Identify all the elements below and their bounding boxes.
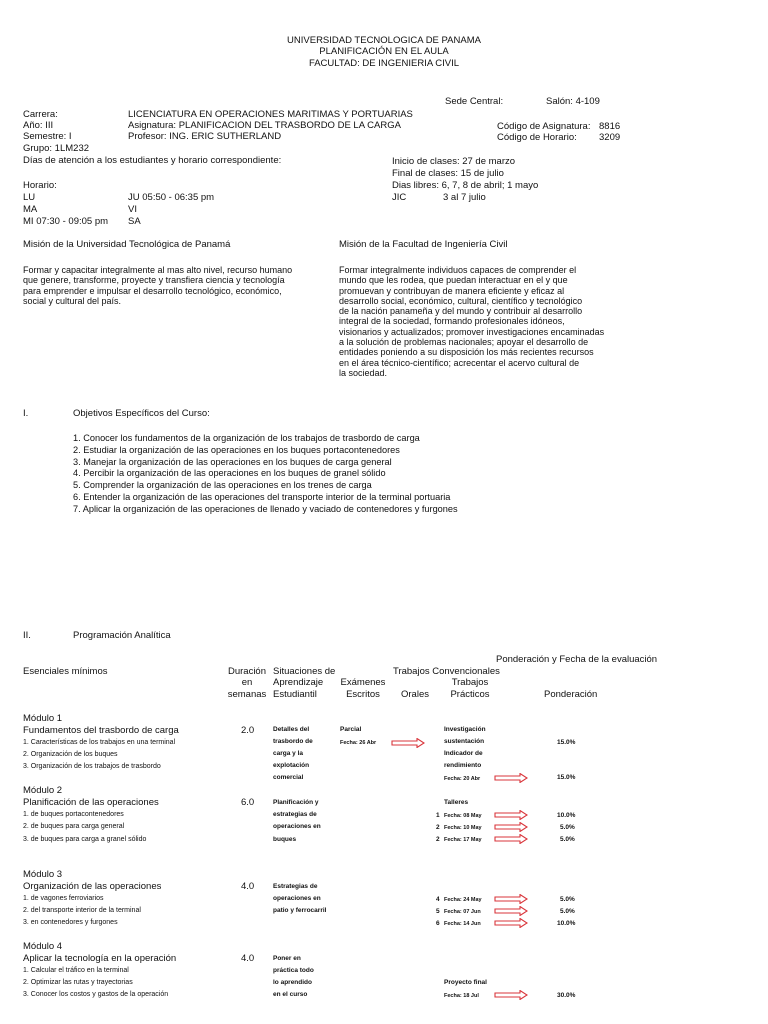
modulo-1-weeks: 2.0 — [241, 725, 255, 736]
col-examenes-2: Escritos — [346, 689, 380, 700]
modulo-3-row-number: 4 — [436, 896, 440, 903]
codigo-asignatura-label: Código de Asignatura: — [497, 121, 591, 132]
mision-fic-line: en el área técnico-científico; acrecentar el acervo cultural de — [339, 357, 580, 368]
modulo-4-situacion: Poner en — [273, 955, 301, 962]
section-number-ii: II. — [23, 630, 31, 641]
col-situaciones-3: Estudiantil — [273, 689, 317, 700]
arrow-right-icon — [391, 738, 425, 748]
anio-label: Año: III — [23, 120, 54, 131]
inicio-clases: Inicio de clases: 27 de marzo — [392, 156, 516, 167]
jic-label: JIC — [392, 192, 407, 203]
objetivo-item: 5. Comprender la organización de las operaciones en los trenes de carga — [73, 480, 372, 491]
modulo-1-situacion: trasbordo de — [273, 738, 313, 745]
mision-utp-title: Misión de la Universidad Tecnológica de Panamá — [23, 239, 231, 250]
modulo-2-row-pond: 5.0% — [560, 836, 575, 843]
mision-utp-line: que genere, transforme, proyecte y transfiera ciencia y tecnología — [23, 275, 285, 286]
arrow-right-icon — [494, 906, 528, 916]
horario-label: Horario: — [23, 180, 57, 191]
col-duracion-1: Duración — [227, 666, 267, 677]
modulo-3-row-fecha: Fecha: 07 Jun — [444, 909, 481, 915]
arrow-right-icon — [494, 990, 528, 1000]
col-duracion-3: semanas — [227, 689, 267, 700]
modulo-3-row-pond: 10.0% — [557, 920, 576, 927]
col-duracion-2: en — [241, 677, 253, 688]
horario-vi: VI — [128, 204, 137, 215]
modulo-4-title: Módulo 4 — [23, 941, 63, 952]
dias-libres: Dias libres: 6, 7, 8 de abril; 1 mayo — [392, 180, 539, 191]
horario-sa: SA — [128, 216, 141, 227]
col-situaciones-2: Aprendizaje — [273, 677, 324, 688]
modulo-3-item: 1. de vagones ferroviarios — [23, 895, 104, 902]
mision-fic-title: Misión de la Facultad de Ingeniería Civil — [339, 239, 508, 250]
modulo-1-subtitle: Fundamentos del trasbordo de carga — [23, 725, 179, 736]
col-orales: Orales — [401, 689, 429, 700]
objetivos-list — [73, 433, 458, 516]
modulo-4-situacion: lo aprendido — [273, 979, 312, 986]
modulo-4-subtitle: Aplicar la tecnología en la operación — [23, 953, 177, 964]
modulo-3-row-number: 6 — [436, 920, 440, 927]
carrera-label: Carrera: — [23, 109, 58, 120]
modulo-2-subtitle: Planificación de las operaciones — [23, 797, 159, 808]
modulo-4-item: 1. Calcular el tráfico en la terminal — [23, 967, 129, 974]
modulo-3-situacion: patio y ferrocarril — [273, 907, 327, 914]
horario-ma: MA — [23, 204, 38, 215]
horario-mi: MI 07:30 - 09:05 pm — [23, 216, 109, 227]
modulo-1-practico-fecha: Fecha: 20 Abr — [444, 776, 481, 782]
programacion-title: Programación Analítica — [73, 630, 171, 641]
arrow-right-icon — [494, 773, 528, 783]
modulo-1-pond-examen: 15.0% — [557, 739, 576, 746]
modulo-4-practico-fecha: Fecha: 18 Jul — [444, 993, 479, 999]
modulo-2-item: 3. de buques para carga a granel sólido — [23, 836, 147, 843]
col-situaciones-1: Situaciones de — [273, 666, 336, 677]
modulo-2-row-number: 1 — [436, 812, 440, 819]
modulo-3-row-fecha: Fecha: 24 May — [444, 897, 482, 903]
horario-ju: JU 05:50 - 06:35 pm — [128, 192, 215, 203]
modulo-1-practico: Indicador de — [444, 750, 483, 757]
mision-utp-line: Formar y capacitar integralmente al mas alto nivel, recurso humano — [23, 265, 293, 275]
mision-utp-line: social y cultural del país. — [23, 295, 122, 306]
modulo-2-row-fecha: Fecha: 10 May — [444, 825, 482, 831]
modulo-1-item: 1. Características de los trabajos en una terminal — [23, 739, 176, 746]
modulo-4-pond: 30.0% — [557, 992, 576, 999]
dias-atencion-label: Días de atención a los estudiantes y horario correspondiente: — [23, 155, 282, 166]
modulo-1-practico: rendimiento — [444, 762, 482, 769]
modulo-2-situacion: buques — [273, 836, 297, 843]
modulo-1-title: Módulo 1 — [23, 713, 63, 724]
objetivo-item: 7. Aplicar la organización de las operaciones de llenado y vaciado de contenedores y furgones — [73, 503, 458, 514]
arrow-right-icon — [494, 918, 528, 928]
modulo-2-item: 1. de buques portacontenedores — [23, 811, 124, 818]
modulo-2-title: Módulo 2 — [23, 785, 63, 796]
profesor-label: Profesor: ING. ERIC SUTHERLAND — [128, 131, 282, 142]
col-trabajos-convencionales: Trabajos Convencionales — [393, 666, 500, 677]
arrow-right-icon — [494, 834, 528, 844]
modulo-4-situacion: en el curso — [273, 991, 308, 998]
modulo-3-situacion: operaciones en — [273, 895, 321, 902]
mision-fic-line: entidades poniendo a su disposición los más recientes recursos — [339, 347, 594, 358]
codigo-horario-value: 3209 — [599, 132, 621, 143]
modulo-3-row-number: 5 — [436, 908, 440, 915]
modulo-2-row-pond: 5.0% — [560, 824, 575, 831]
col-trabajos-1: Trabajos — [451, 677, 489, 688]
grupo-label: Grupo: 1LM232 — [23, 143, 90, 154]
modulo-1-examen: Parcial — [340, 726, 362, 733]
modulo-2-weeks: 6.0 — [241, 797, 255, 808]
modulo-1-situacion: comercial — [273, 774, 304, 781]
modulo-2-item: 2. de buques para carga general — [23, 823, 125, 830]
modulo-2-row-fecha: Fecha: 08 May — [444, 813, 482, 819]
mision-utp-line: para emprender e impulsar el desarrollo tecnológico, económico, — [23, 285, 282, 296]
modulo-3-situacion: Estrategias de — [273, 883, 318, 890]
codigo-horario-label: Código de Horario: — [497, 132, 577, 143]
modulo-1-situacion: Detalles del — [273, 726, 310, 733]
col-ponderacion: Ponderación — [544, 689, 598, 700]
modulo-3-title: Módulo 3 — [23, 869, 63, 880]
modulo-1-situacion: carga y la — [273, 750, 303, 757]
mision-fic-line: Formar integralmente individuos capaces de comprender el — [339, 265, 577, 275]
modulo-1-item: 3. Organización de los trabajos de trasbordo — [23, 763, 161, 770]
objetivo-item: 2. Estudiar la organización de las operaciones en los buques portacontenedores — [73, 444, 400, 455]
modulo-1-item: 2. Organización de los buques — [23, 751, 118, 758]
modulo-1-practico: sustentación — [444, 738, 485, 745]
asignatura-label: Asignatura: PLANIFICACION DEL TRASBORDO DE LA CARGA — [128, 120, 401, 131]
objetivo-item: 1. Conocer los fundamentos de la organización de los trabajos de trasbordo de carga — [73, 433, 420, 443]
mision-fic-line: mundo que les rodea, que puedan interactuar en el y que — [339, 275, 568, 286]
modulo-3-row-fecha: Fecha: 14 Jun — [444, 921, 481, 927]
semestre-label: Semestre: I — [23, 131, 72, 142]
modulo-1-examen-fecha: Fecha: 26 Abr — [340, 740, 377, 746]
objetivos-title: Objetivos Específicos del Curso: — [73, 408, 210, 419]
mision-fic-line: de la nación panameña y del mundo y contribuir al desarrollo — [339, 306, 583, 317]
objetivo-item: 3. Manejar la organización de las operaciones en los buques de carga general — [73, 456, 392, 467]
modulo-1-pond-practico: 15.0% — [557, 774, 576, 781]
modulo-4-item: 3. Conocer los costos y gastos de la operación — [23, 991, 169, 998]
mision-fic-text — [339, 265, 604, 378]
modulo-2-row-pond: 10.0% — [557, 812, 576, 819]
carrera-value: LICENCIATURA EN OPERACIONES MARITIMAS Y PORTUARIAS — [128, 109, 413, 120]
section-number-i: I. — [23, 408, 29, 419]
mision-fic-line: desarrollo social, económico, cultural, científico y tecnológico — [339, 295, 583, 306]
modulo-2-row-number: 2 — [436, 824, 440, 831]
objetivo-item: 4. Percibir la organización de las operaciones en los buques de granel sólido — [73, 468, 386, 479]
col-trabajos-2: Prácticos — [450, 689, 490, 700]
codigo-asignatura-value: 8816 — [599, 121, 621, 132]
salon-label: Salón: 4-109 — [546, 96, 600, 107]
modulo-3-subtitle: Organización de las operaciones — [23, 881, 162, 892]
modulo-2-situacion: estrategias de — [273, 811, 317, 818]
jic-value: 3 al 7 julio — [443, 192, 486, 203]
modulo-3-item: 3. en contenedores y furgones — [23, 919, 118, 926]
arrow-right-icon — [494, 822, 528, 832]
mision-utp-text — [23, 265, 292, 306]
university-title: UNIVERSIDAD TECNOLOGICA DE PANAMA — [287, 35, 481, 46]
modulo-4-weeks: 4.0 — [241, 953, 255, 964]
ponderacion-fecha-header: Ponderación y Fecha de la evaluación — [496, 654, 658, 665]
modulo-1-situacion: explotación — [273, 762, 310, 769]
sede-label: Sede Central: — [445, 96, 504, 107]
arrow-right-icon — [494, 894, 528, 904]
mision-fic-line: integral de la sociedad, formando profesionales idóneos, — [339, 316, 565, 327]
mision-fic-line: a la solución de problemas nacionales; apoyar el desarrollo de — [339, 337, 589, 348]
modulo-3-weeks: 4.0 — [241, 881, 255, 892]
objetivo-item: 6. Entender la organización de las operaciones del transporte interior de la terminal portuaria — [73, 491, 451, 502]
mision-fic-line: visionarios y actualizados; promover investigaciones encaminadas — [339, 326, 605, 337]
modulo-3-row-pond: 5.0% — [560, 896, 575, 903]
modulo-4-situacion: práctica todo — [273, 967, 314, 974]
final-clases: Final de clases: 15 de julio — [392, 168, 504, 179]
mision-fic-line: promuevan y contribuyan de manera eficiente y eficaz al — [339, 285, 565, 296]
modulo-4-practico: Proyecto final — [444, 979, 487, 986]
col-examenes-1: Exámenes — [340, 677, 386, 688]
modulo-2-row-fecha: Fecha: 17 May — [444, 837, 482, 843]
modulo-2-row-number: 2 — [436, 836, 440, 843]
col-esenciales: Esenciales mínimos — [23, 666, 108, 677]
modulo-2-situacion: Planificación y — [273, 799, 319, 806]
modulo-2-situacion: operaciones en — [273, 823, 321, 830]
horario-lu: LU — [23, 192, 36, 203]
mision-fic-line: la sociedad. — [339, 367, 388, 378]
modulo-4-item: 2. Optimizar las rutas y trayectorias — [23, 979, 133, 986]
modulo-3-item: 2. del transporte interior de la terminal — [23, 907, 141, 914]
arrow-right-icon — [494, 810, 528, 820]
modulo-2-talleres: Talleres — [444, 799, 469, 806]
document-title: PLANIFICACIÓN EN EL AULA — [319, 46, 449, 57]
modulo-1-practico: Investigación — [444, 726, 486, 733]
modulo-3-row-pond: 5.0% — [560, 908, 575, 915]
faculty-title: FACULTAD: DE INGENIERIA CIVIL — [308, 58, 460, 69]
